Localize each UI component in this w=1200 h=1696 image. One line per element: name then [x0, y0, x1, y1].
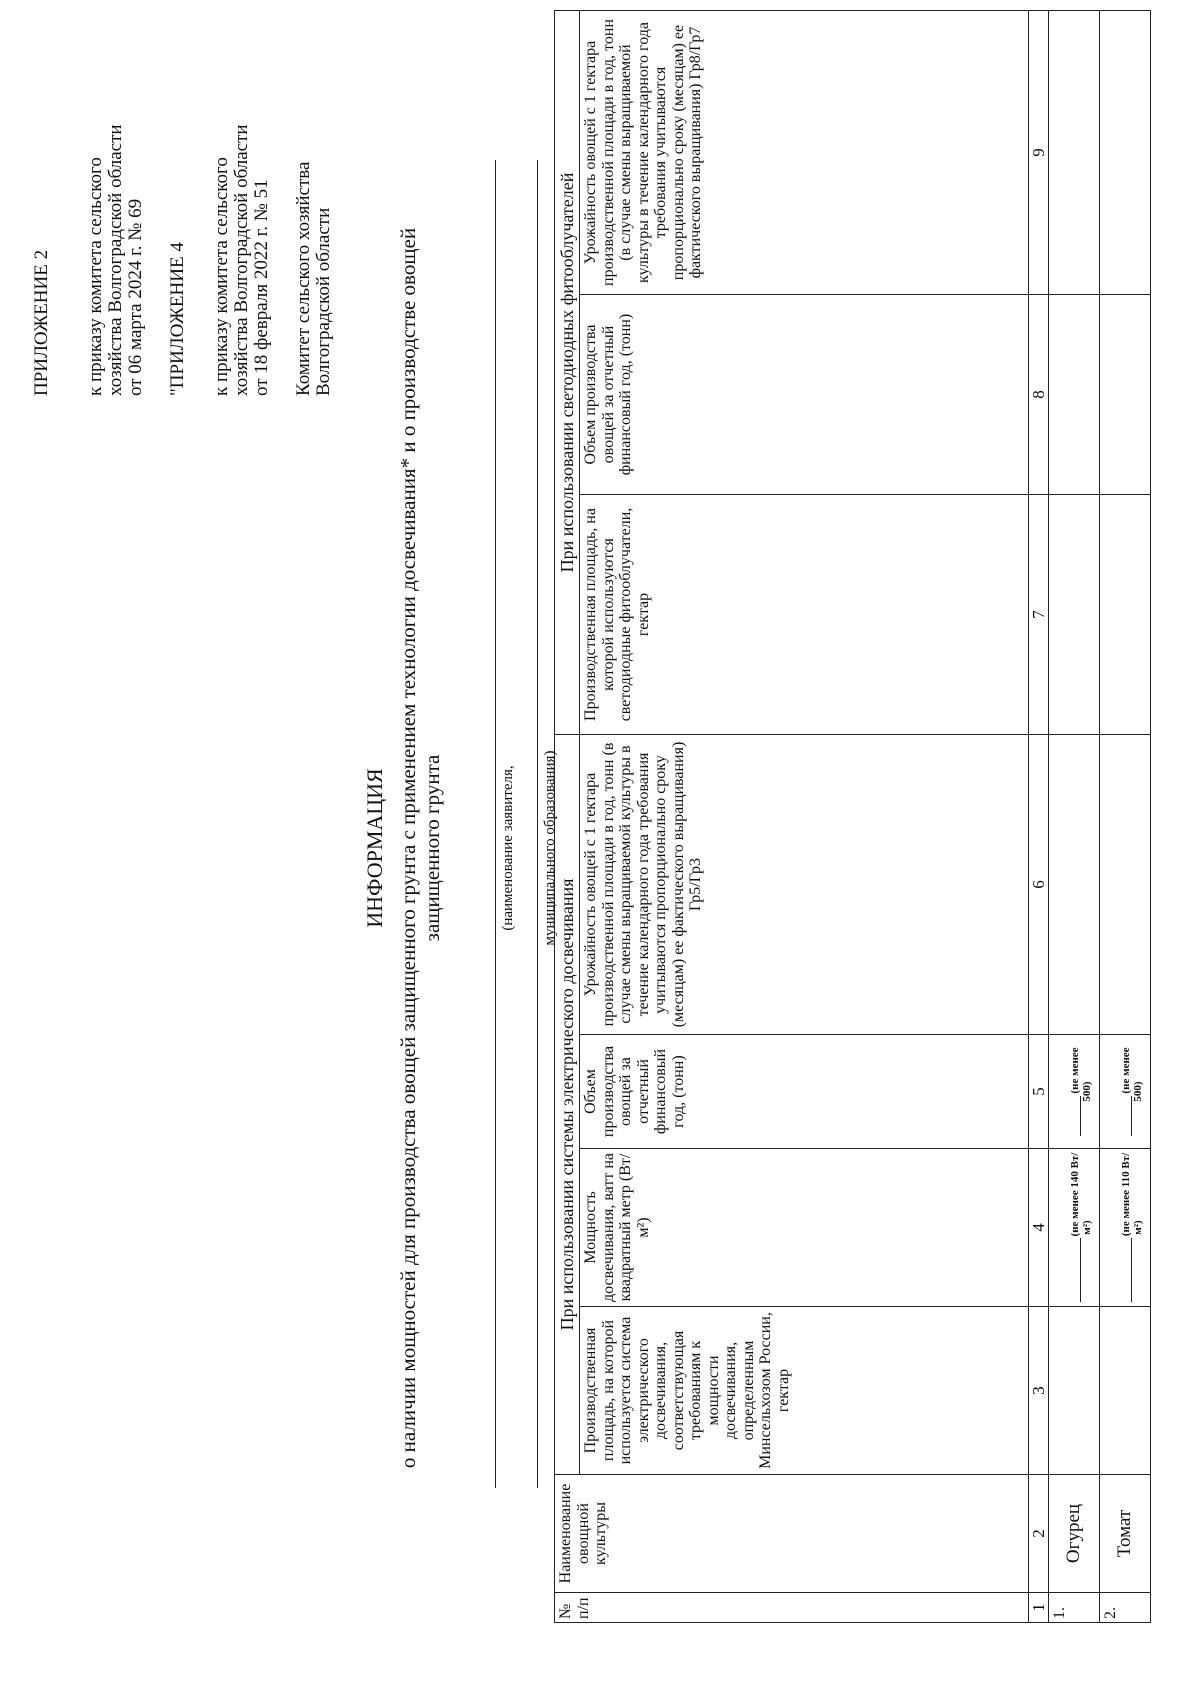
header-led-yield: Урожайность овощей с 1 гектара производственной площади в год, тонн (в случае смены выращиваемой культуры в течение календарного года требования учитываются пропорционально сроку (месяцам) ее фактического выращивания) Гр8/Гр7 [580, 10, 1029, 294]
row-crop: Огурец [1049, 1475, 1100, 1593]
header-led-area: Производственная площадь, на которой используются светодиодные фитооблучатели, гектар [580, 495, 1029, 735]
header-led-volume: Объем производства овощей за отчетный финансовый год, (тонн) [580, 295, 1029, 495]
order-line-3: от 06 марта 2024 г. № 69 [125, 198, 146, 396]
row-crop: Томат [1100, 1475, 1151, 1593]
document-subtitle-line-1: о наличии мощностей для производства овощей защищенного грунта с применением технологии досвечивания* и о производстве овощей [396, 227, 420, 1469]
row-power-requirement [1069, 1152, 1093, 1303]
header-block [30, 6, 334, 396]
recipient-line-1: Комитет сельского хозяйства [293, 161, 314, 396]
row-volume-requirement [1069, 1038, 1093, 1145]
header-power [580, 1149, 1029, 1307]
col-number-7: 7 [1029, 495, 1049, 735]
row-led-volume [1049, 295, 1100, 495]
order-line-2: хозяйства Волгоградской области [105, 124, 126, 396]
row-electric-volume [1049, 1035, 1100, 1149]
header-electric-yield: Урожайность овощей с 1 гектара производственной площади в год, тонн (в случае смены выращиваемой культуры в течение календарного года требования учитываются пропорционально сроку (месяцам) ее фактического выращивания) Гр5/Гр3 [580, 735, 1029, 1035]
document-title: ИНФОРМАЦИЯ [362, 768, 387, 928]
col-number-4: 4 [1029, 1149, 1049, 1307]
col-number-6: 6 [1029, 735, 1049, 1035]
row-volume-requirement [1120, 1038, 1144, 1145]
row-electric-yield [1100, 735, 1151, 1035]
header-group-led: При использовании светодиодных фитооблучателей [555, 10, 580, 734]
row-led-area [1049, 495, 1100, 735]
prev-order-line-2: хозяйства Волгоградской области [231, 124, 252, 396]
row-electric-yield [1049, 735, 1100, 1035]
row-no: 2. [1100, 1593, 1151, 1623]
col-number-3: 3 [1029, 1307, 1049, 1475]
header-electric-area: Производственная площадь, на которой используется система электрического досвечивания, соответствующая требованиям к мощности досвечивания, определенным Минсельхозом России, гектар [580, 1307, 1029, 1475]
header-power-text: Мощность досвечивания, ватт на квадратный метр (Вт/м²) [582, 1152, 652, 1303]
order-line-1: к приказу комитета сельского [85, 157, 106, 396]
prev-order-line-1: к приказу комитета сельского [211, 157, 232, 396]
header-crop-name: Наименование овощной культуры [555, 1475, 1029, 1593]
row-no: 1. [1049, 1593, 1100, 1623]
row-power [1100, 1149, 1151, 1307]
col-number-1: 1 [1029, 1593, 1049, 1623]
row-electric-area [1100, 1307, 1151, 1475]
row-power-requirement-text: (не менее 140 Вт/м²) [1069, 1152, 1093, 1237]
col-number-8: 8 [1029, 295, 1049, 495]
row-electric-area [1049, 1307, 1100, 1475]
row-led-yield [1100, 10, 1151, 294]
col-number-5: 5 [1029, 1035, 1049, 1149]
row-volume-requirement-text: (не менее 500) [1120, 1047, 1144, 1102]
table-row [1049, 10, 1100, 1622]
document-subtitle-line-2: защищенного грунта [420, 754, 444, 942]
row-power-requirement-text: (не менее 110 Вт/м²) [1120, 1152, 1144, 1237]
row-led-area [1100, 495, 1151, 735]
row-electric-volume [1100, 1035, 1151, 1149]
applicant-hint-1: (наименование заявителя, [500, 765, 516, 931]
row-power [1049, 1149, 1100, 1307]
header-no: № п/п [555, 1593, 1029, 1623]
prev-order-line-3: от 18 февраля 2022 г. № 51 [251, 179, 272, 396]
capacity-table [554, 10, 1151, 1623]
col-number-2: 2 [1029, 1475, 1049, 1593]
prev-appendix-title: "ПРИЛОЖЕНИЕ 4 [167, 242, 188, 396]
col-number-9: 9 [1029, 10, 1049, 294]
applicant-hint-2: муниципального образования) [542, 750, 558, 946]
table-row [1100, 10, 1151, 1622]
header-group-electric: При использовании системы электрического досвечивания [555, 735, 580, 1475]
row-volume-requirement-text: (не менее 500) [1069, 1047, 1093, 1102]
row-led-yield [1049, 10, 1100, 294]
recipient-line-2: Волгоградской области [313, 207, 334, 396]
row-power-requirement [1120, 1152, 1144, 1303]
appendix-title: ПРИЛОЖЕНИЕ 2 [31, 249, 52, 396]
header-electric-volume: Объем производства овощей за отчетный финансовый год, (тонн) [580, 1035, 1029, 1149]
row-led-volume [1100, 295, 1151, 495]
